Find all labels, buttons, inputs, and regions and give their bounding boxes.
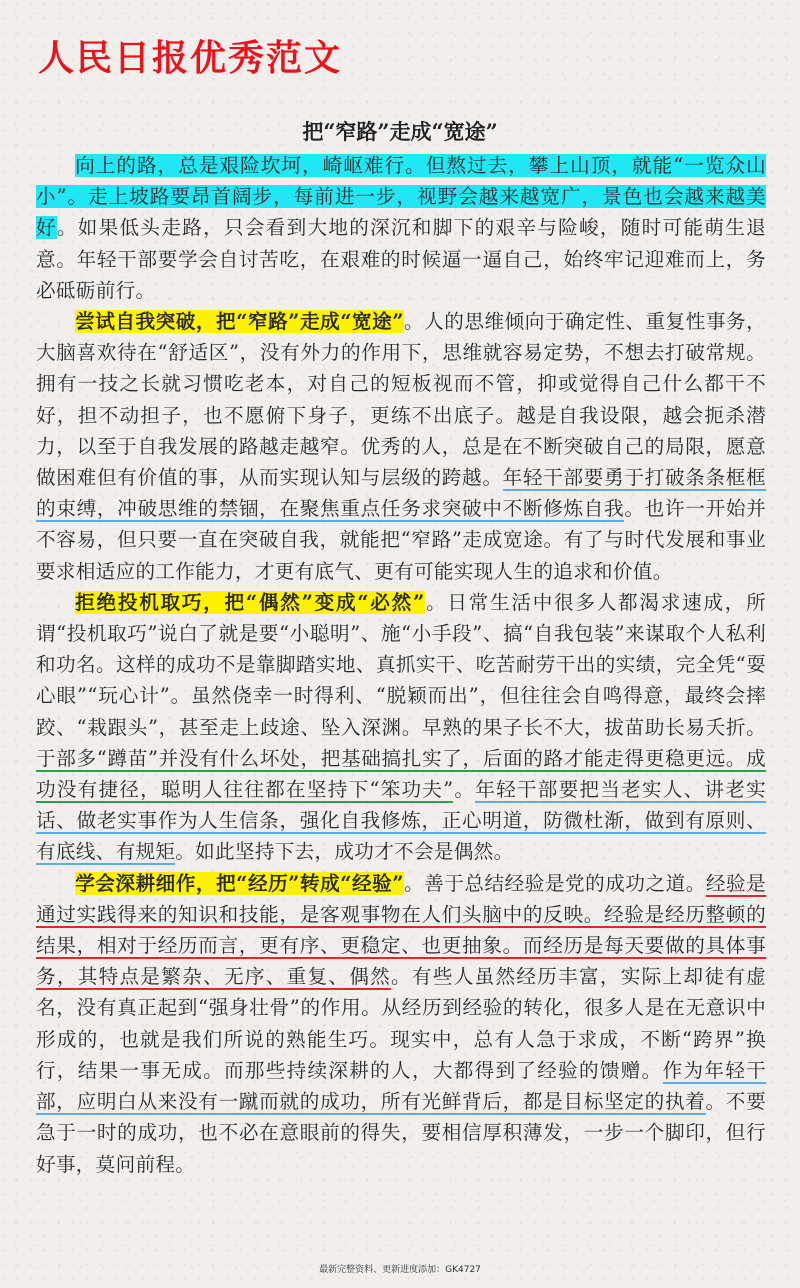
article-body (36, 150, 766, 1180)
brand-title: 人民日报优秀范文 (38, 38, 343, 79)
paragraph-text: 。如此坚持下去，成功才不会是偶然。 (175, 840, 514, 864)
highlight-cyan: 向上的路，总是艰险坎坷，崎岖难行。但熬过去，攀上山顶，就能“一览众山小”。走上坡路要昂首阔步，每前进一步，视野会越来越宽广，景色也会越来越美好 (36, 154, 766, 240)
underline-red: 经验是通过实践得来的知识和技能，是客观事物在人们头脑中的反映。经验是经历整顿的结果，相对于经历而言，更有序、更稳定、也更抽象。而经历是每天要做的具体事务，其特点是繁杂、无序、重复、偶然 (36, 871, 766, 989)
underline-blue: 年轻干部要把当老实人、讲老实话、做老实事作为人生信条，强化自我修炼，正心明道，防微杜渐，做到有原则、有底线、有规矩 (36, 778, 766, 864)
paragraph-text: 。不要急于一时的成功，也不必在意眼前的得失，要相信厚积薄发，一步一个脚印，但行好事，莫问前程。 (36, 1090, 766, 1176)
paragraph-3 (36, 587, 766, 868)
paragraph-text: 。 (453, 778, 476, 802)
paragraph-text: 。善于总结经验是党的成功之道。 (403, 871, 706, 895)
paragraph-4 (36, 868, 766, 1180)
paragraph-text: 。人的思维倾向于确定性、重复性事务，大脑喜欢待在“舒适区”，没有外力的作用下，思维就容易定势，不想去打破常规。拥有一技之长就习惯吃老本，对自己的短板视而不管，抑或觉得自己什么都干不好，担不动担子，也不愿俯下身子，更练不出底子。越是自我设限，越会扼杀潜力，以至于自我发展的路越走越窄。优秀的人，总是在不断突破自己的局限，愿意做困难但有价值的事，从而实现认知与层级的跨越。 (36, 310, 766, 490)
section-heading: 尝试自我突破，把“窄路”走成“宽途” (75, 310, 404, 334)
section-heading: 拒绝投机取巧，把“偶然”变成“必然” (75, 590, 425, 614)
footer-note: 最新完整资料、更新进度添加：GK4727 (319, 1265, 481, 1275)
underline-green: 于部多“蹲苗”并没有什么坏处，把基础搞扎实了，后面的路才能走得更稳更远。成功没有捷径，聪明人往往都在坚持下“笨功夫” (36, 746, 766, 802)
paragraph-text: 。有些人虽然经历丰富，实际上却徒有虚名，没有真正起到“强身壮骨”的作用。从经历到经验的转化，很多人是在无意识中形成的，也就是我们所说的熟能生巧。现实中，总有人急于求成，不断“跨界”换行，结果一事无成。而那些持续深耕的人，大都得到了经验的馈赠。 (36, 965, 766, 1082)
underline-blue: 年轻干部要勇于打破条条框框的束缚，冲破思维的禁锢，在聚焦重点任务求突破中不断修炼自我 (36, 466, 766, 521)
article-title: 把“窄路”走成“宽途” (302, 119, 498, 144)
paragraph-2 (36, 306, 766, 587)
paragraph-text: 。如果低头走路，只会看到大地的深沉和脚下的艰辛与险峻，随时可能萌生退意。年轻干部要学会自讨苦吃，在艰难的时候逼一逼自己，始终牢记迎难而上，务必砥砺前行。 (36, 216, 766, 302)
underline-blue: 作为年轻干部，应明白从来没有一蹴而就的成功，所有光鲜背后，都是目标坚定的执着 (36, 1058, 767, 1114)
paragraph-1 (36, 150, 766, 306)
paragraph-text: 。也许一开始并不容易，但只要一直在突破自我，就能把“窄路”走成宽途。有了与时代发展和事业要求相适应的工作能力，才更有底气、更有可能实现人生的追求和价值。 (36, 497, 766, 583)
section-heading: 学会深耕细作，把“经历”转成“经验” (75, 871, 404, 895)
paragraph-text: 。日常生活中很多人都渴求速成，所谓“投机取巧”说白了就是要“小聪明”、施“小手段”、搞“自我包装”来谋取个人私利和功名。这样的成功不是靠脚踏实地、真抓实干、吃苦耐劳干出的实绩，完全凭“耍心眼”“玩心计”。虽然侥幸一时得利、“脱颖而出”，但往往会自鸣得意，最终会摔跤、“栽跟头”，甚至走上歧途、坠入深渊。早熟的果子长不大，拔苗助长易夭折。 (36, 590, 766, 739)
